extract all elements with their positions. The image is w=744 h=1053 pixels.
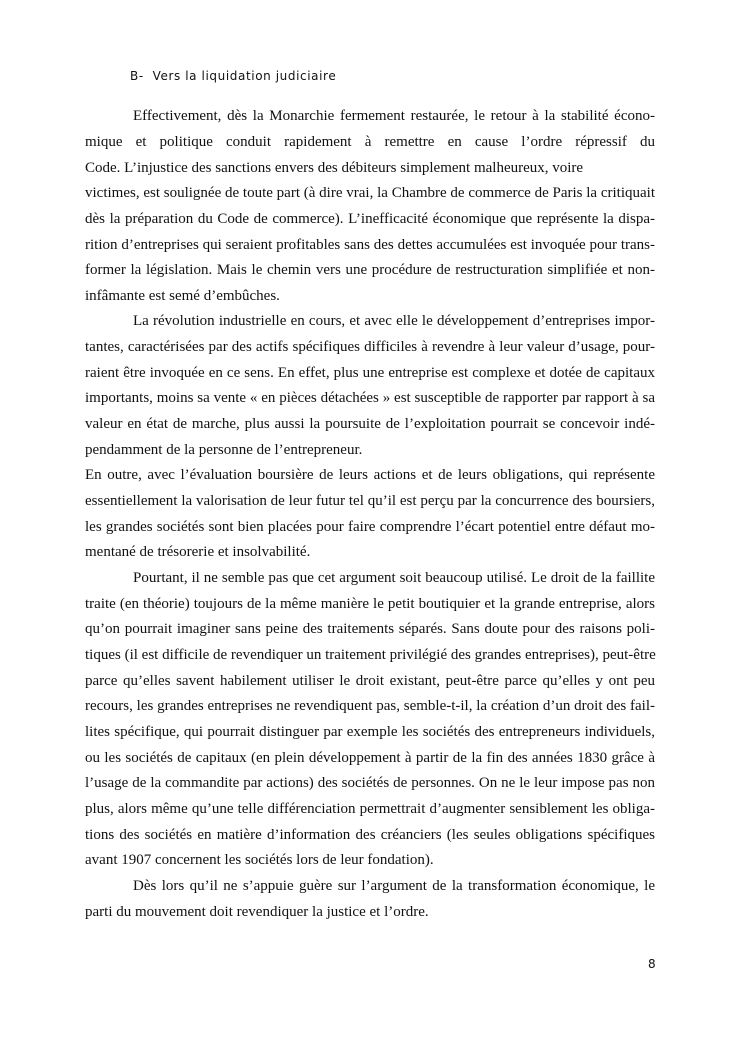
text-line: qu’on pourrait imaginer sans peine des traitements séparés. Sans doute pour des raisons poli- — [85, 621, 655, 637]
page-number: 8 — [648, 957, 656, 971]
text-line: traite (en théorie) toujours de la même manière le petit boutiquier et la grande entreprise, alors — [85, 596, 655, 612]
text-line: raient être invoquée en ce sens. En effet, plus une entreprise est complexe et dotée de capitaux — [85, 365, 655, 381]
text-line: rition d’entreprises qui seraient profitables sans des dettes accumulées est invoquée pour trans- — [85, 237, 655, 253]
text-line: Pourtant, il ne semble pas que cet argument soit beaucoup utilisé. Le droit de la faillite — [133, 570, 655, 586]
text-line: former la législation. Mais le chemin vers une procédure de restructuration simplifiée et non- — [85, 262, 655, 278]
text-line: Code. L’injustice des sanctions envers des débiteurs simplement malheureux, voire — [85, 160, 584, 176]
text-line: parce qu’elles savent habilement utiliser le droit existant, peut-être parce qu’elles y ont peu — [85, 673, 655, 689]
text-line: parti du mouvement doit revendiquer la justice et l’ordre. — [85, 904, 429, 920]
text-line: l’usage de la commandite par actions) des sociétés de personnes. On ne le leur impose pas non — [85, 775, 655, 791]
text-line: Effectivement, dès la Monarchie fermement restaurée, le retour à la stabilité écono- — [133, 108, 655, 124]
text-line: En outre, avec l’évaluation boursière de leurs actions et de leurs obligations, qui représente — [85, 467, 655, 483]
text-line: lites spécifique, qui pourrait distinguer par exemple les sociétés des entrepreneurs individuels, — [85, 724, 655, 740]
text-line: tantes, caractérisées par des actifs spécifiques difficiles à revendre à leur valeur d’usage, pour- — [85, 339, 655, 355]
text-line: importants, moins sa vente « en pièces détachées » est susceptible de rapporter par rapport à sa — [85, 390, 655, 406]
text-line: plus, alors même qu’une telle différenciation permettrait d’augmenter sensiblement les obliga- — [85, 801, 655, 817]
text-line: valeur en état de marche, plus aussi la poursuite de l’exploitation pourrait se concevoir indé- — [85, 416, 655, 432]
text-line: dès la préparation du Code de commerce). L’inefficacité économique que représente la dispa- — [85, 211, 655, 227]
text-line: pendamment de la personne de l’entrepreneur. — [85, 442, 363, 458]
text-line: ou les sociétés de capitaux (en plein développement à partir de la fin des années 1830 grâce à — [85, 750, 655, 766]
text-line: mentané de trésorerie et insolvabilité. — [85, 544, 311, 560]
text-line: tions des sociétés en matière d’information des créanciers (les seules obligations spécifiques — [85, 827, 655, 843]
text-line: recours, les grandes entreprises ne revendiquent pas, semble-t-il, la création d’un droit des fail- — [85, 698, 655, 714]
text-line: Dès lors qu’il ne s’appuie guère sur l’argument de la transformation économique, le — [133, 878, 655, 894]
text-line: La révolution industrielle en cours, et avec elle le développement d’entreprises impor- — [133, 313, 655, 329]
text-line: avant 1907 concernent les sociétés lors de leur fondation). — [85, 852, 434, 868]
text-line: infâmante est semé d’embûches. — [85, 288, 280, 304]
text-line: essentiellement la valorisation de leur futur tel qu’il est perçu par la concurrence des boursiers, — [85, 493, 655, 509]
section-heading: B- Vers la liquidation judiciaire — [130, 69, 337, 83]
text-line: victimes, est soulignée de toute part (à dire vrai, la Chambre de commerce de Paris la critiquait — [85, 185, 655, 201]
text-line: les grandes sociétés sont bien placées pour faire comprendre l’écart potentiel entre défaut mo- — [85, 519, 655, 535]
text-line: tiques (il est difficile de revendiquer un traitement privilégié des grandes entreprises), peut-être — [85, 647, 656, 663]
text-line: mique et politique conduit rapidement à remettre en cause l’ordre répressif du — [85, 134, 655, 150]
